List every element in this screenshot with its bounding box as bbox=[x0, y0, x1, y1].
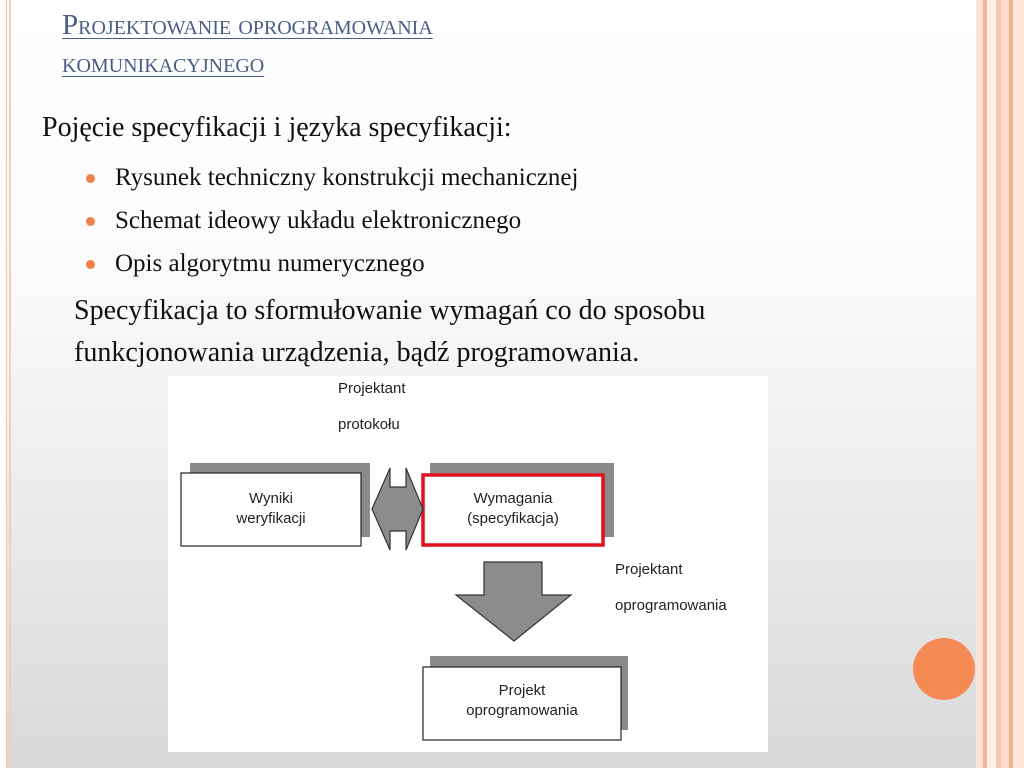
software-designer-label-2: oprogramowania bbox=[615, 597, 727, 614]
double-arrow-icon bbox=[372, 468, 423, 550]
paragraph-line-2: funkcjonowania urządzenia, bądź programowania. bbox=[74, 337, 640, 368]
left-border-line bbox=[9, 0, 11, 768]
protocol-designer-label-1: Projektant bbox=[338, 380, 406, 397]
down-arrow-icon bbox=[456, 562, 571, 641]
project-box-text bbox=[423, 681, 621, 721]
requirements-box-text bbox=[423, 489, 603, 529]
specification-diagram bbox=[168, 376, 768, 752]
title-line-1: Projektowanie oprogramowania bbox=[62, 9, 433, 41]
bullet-dot-icon bbox=[86, 217, 95, 226]
bullet-dot-icon bbox=[86, 174, 95, 183]
intro-text: Pojęcie specyfikacji i języka specyfikacji: bbox=[42, 112, 512, 143]
requirements-line-2: (specyfikacja) bbox=[467, 510, 559, 527]
right-decorative-stripes bbox=[976, 0, 1024, 768]
project-line-2: oprogramowania bbox=[466, 702, 578, 719]
list-item bbox=[86, 158, 578, 201]
verification-box-text bbox=[181, 489, 361, 529]
bullet-dot-icon bbox=[86, 260, 95, 269]
bullet-list bbox=[86, 158, 578, 287]
verification-line-2: weryfikacji bbox=[236, 510, 306, 527]
bullet-text: Schemat ideowy układu elektronicznego bbox=[115, 207, 522, 234]
specification-paragraph bbox=[74, 290, 974, 374]
bullet-text: Rysunek techniczny konstrukcji mechanicznej bbox=[115, 164, 579, 191]
slide-title bbox=[62, 6, 962, 82]
requirements-line-1: Wymagania bbox=[473, 490, 553, 507]
protocol-designer-label-2: protokołu bbox=[338, 416, 400, 433]
left-border-strip bbox=[0, 0, 7, 768]
title-line-2: komunikacyjnego bbox=[62, 47, 265, 79]
accent-circle bbox=[913, 638, 975, 700]
verification-line-1: Wyniki bbox=[248, 490, 294, 507]
list-item bbox=[86, 201, 578, 244]
list-item bbox=[86, 244, 578, 287]
project-line-1: Projekt bbox=[498, 682, 546, 699]
bullet-text: Opis algorytmu numerycznego bbox=[115, 250, 425, 277]
software-designer-label-1: Projektant bbox=[615, 561, 683, 578]
paragraph-line-1: Specyfikacja to sformułowanie wymagań co do sposobu bbox=[74, 295, 706, 326]
